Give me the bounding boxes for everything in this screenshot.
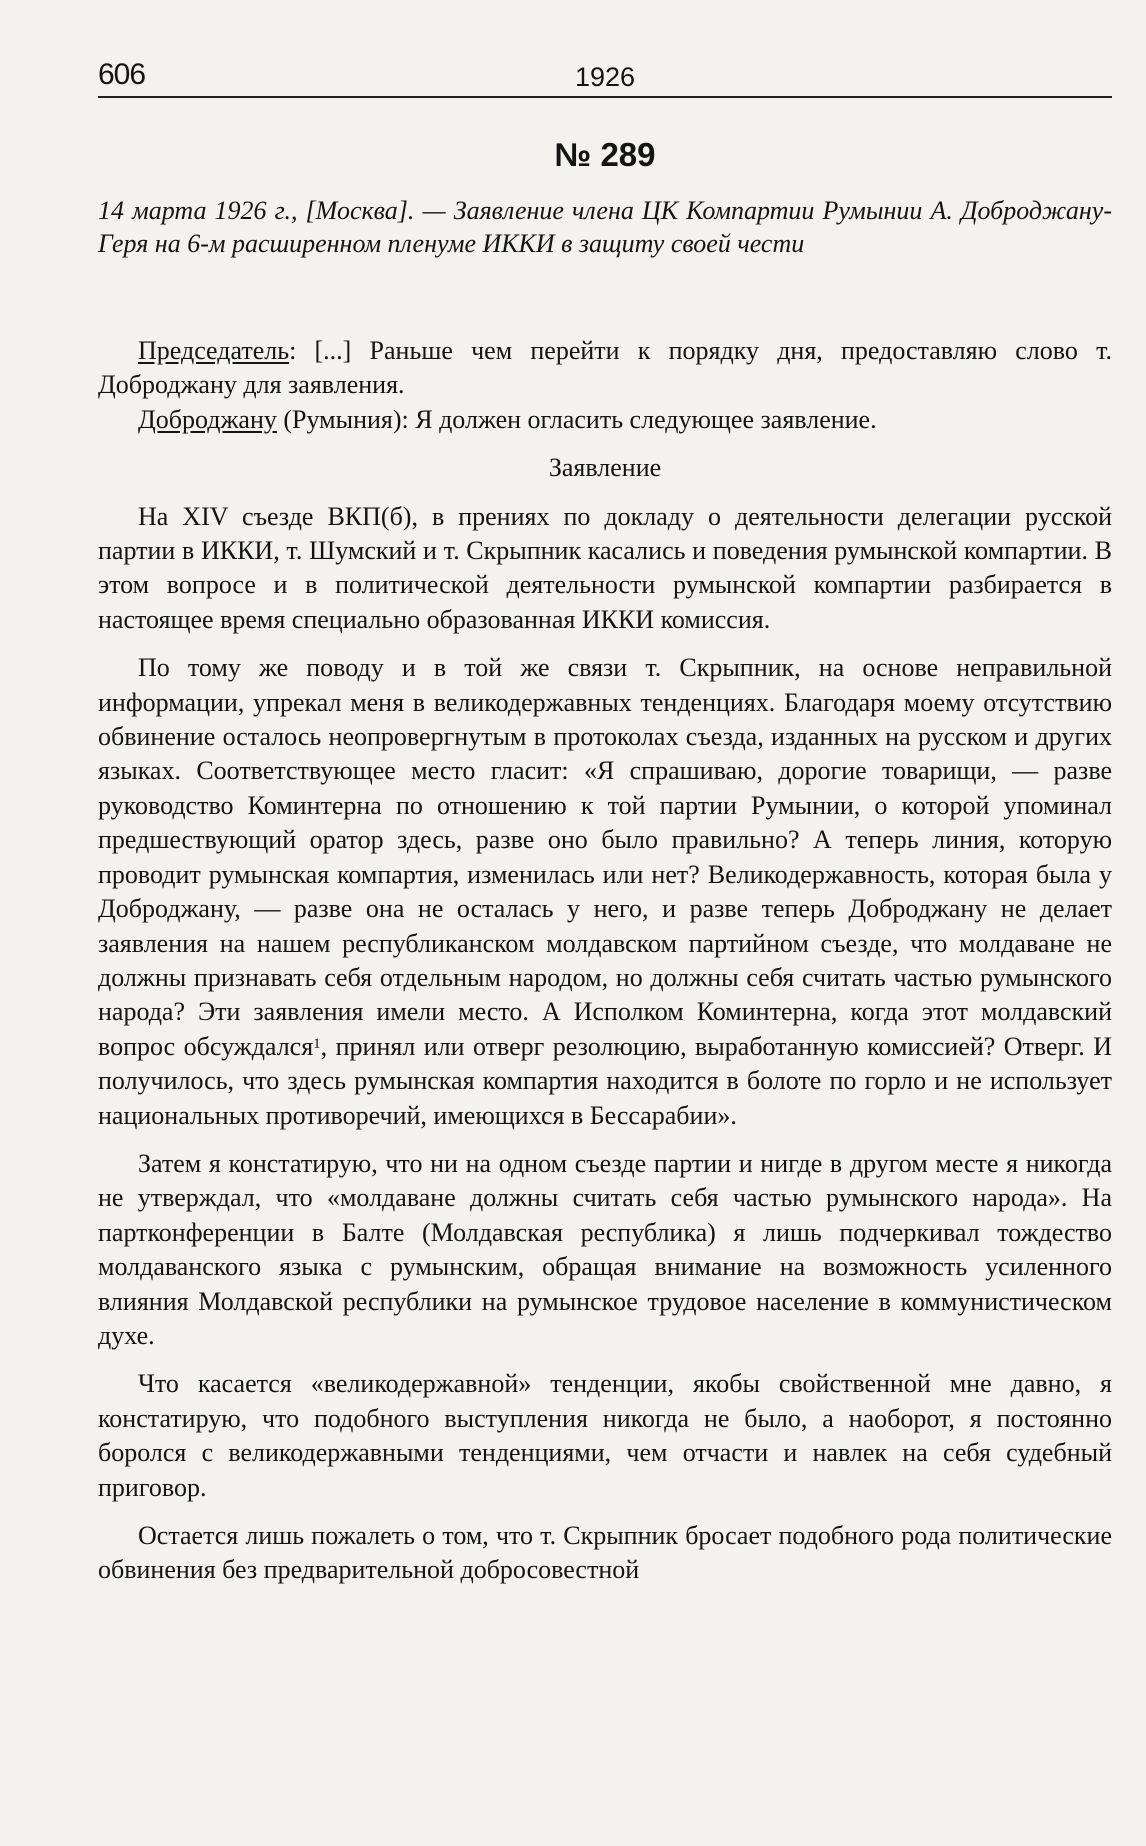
paragraph-5: Остается лишь пожалеть о том, что т. Скрыпник бросает подобного рода политические обвинения без предварительной добросовестной	[98, 1521, 1112, 1585]
speaker-remark-text: (Румыния): Я должен огласить следующее заявление.	[276, 404, 877, 434]
running-header	[98, 54, 1112, 98]
speaker-name-dobrogeanu: Доброджану	[138, 404, 277, 434]
chair-remark-text: : [...] Раньше чем перейти к порядку дня, предоставляю слово т. Доброджану для заявления.	[98, 336, 1112, 400]
paragraph-4: Что касается «великодержавной» тенденции, якобы свойственной мне давно, я констатирую, что подобного выступления никогда не было, а наоборот, я постоянно боролся с великодержавными тенденциями, чем отчасти и навлек на себя судебный приговор.	[98, 1369, 1112, 1502]
paragraph-2-text-a: По тому же поводу и в той же связи т. Скрыпник, на основе неправильной информации, упрекал меня в великодержавных тенденциях. Благодаря моему отсутствию обвинение осталось неопровергнутым в протоколах съезда, изданных на русском и других языках. Соответствующее место гласит: «Я спрашиваю, дорогие товарищи, — разве руководство Коминтерна по отношению к той партии Румынии, о которой упоминал предшествующий оратор здесь, разве оно было правильно? А теперь линия, которую проводит румынская компартия, изменилась или нет? Великодержавность, которая была у Доброджану, — разве она не осталась у него, и разве теперь Доброджану не делает заявления на нашем республиканском молдавском партийном съезде, что молдаване не должны признавать себя отдельным народом, но должны себя считать частью румынского народа? Эти заявления имели место. А Исполком Коминтерна, когда этот молдавский вопрос обсуждался	[98, 653, 1112, 1061]
page-number: 606	[98, 58, 146, 91]
document-heading: 14 марта 1926 г., [Москва]. — Заявление члена ЦК Компартии Румынии А. Доброджану-Геря на 6-м расширенном пленуме ИККИ в защиту своей чести	[98, 196, 1112, 258]
document-number: № 289	[554, 136, 656, 173]
speaker-name-chair: Председатель	[138, 336, 290, 365]
paragraph-1: На XIV съезде ВКП(б), в прениях по докладу о деятельности делегации русской партии в ИККИ, т. Шумский и т. Скрыпник касались и поведения румынской компартии. В этом вопросе и в политической деятельности румынской компартии разбирается в настоящее время специально образованная ИККИ комиссия.	[98, 501, 1112, 634]
running-title-year: 1926	[574, 62, 636, 92]
chair-remark	[98, 334, 1112, 403]
paragraph-2	[98, 651, 1112, 1133]
speaker-remark	[98, 403, 1112, 437]
footnote-marker: 1	[313, 1035, 321, 1052]
paragraph-2-text-b: , принял или отверг резолюцию, выработанную комиссией? Отверг. И получилось, что здесь румынская компартия находится в болоте по горло и не использует национальных противоречий, имеющихся в Бессарабии».	[98, 1031, 1113, 1130]
document-body	[98, 334, 1112, 1588]
statement-title: Заявление	[548, 453, 662, 483]
paragraph-3: Затем я констатирую, что ни на одном съезде партии и нигде в другом месте я никогда не утверждал, что «молдаване должны считать себя частью румынского народа». На партконференции в Балте (Молдавская республика) я лишь подчеркивал тождество молдаванского языка с румынским, обращая внимание на возможность усиленного влияния Молдавской республики на румынское трудовое население в коммунистическом духе.	[98, 1148, 1112, 1350]
